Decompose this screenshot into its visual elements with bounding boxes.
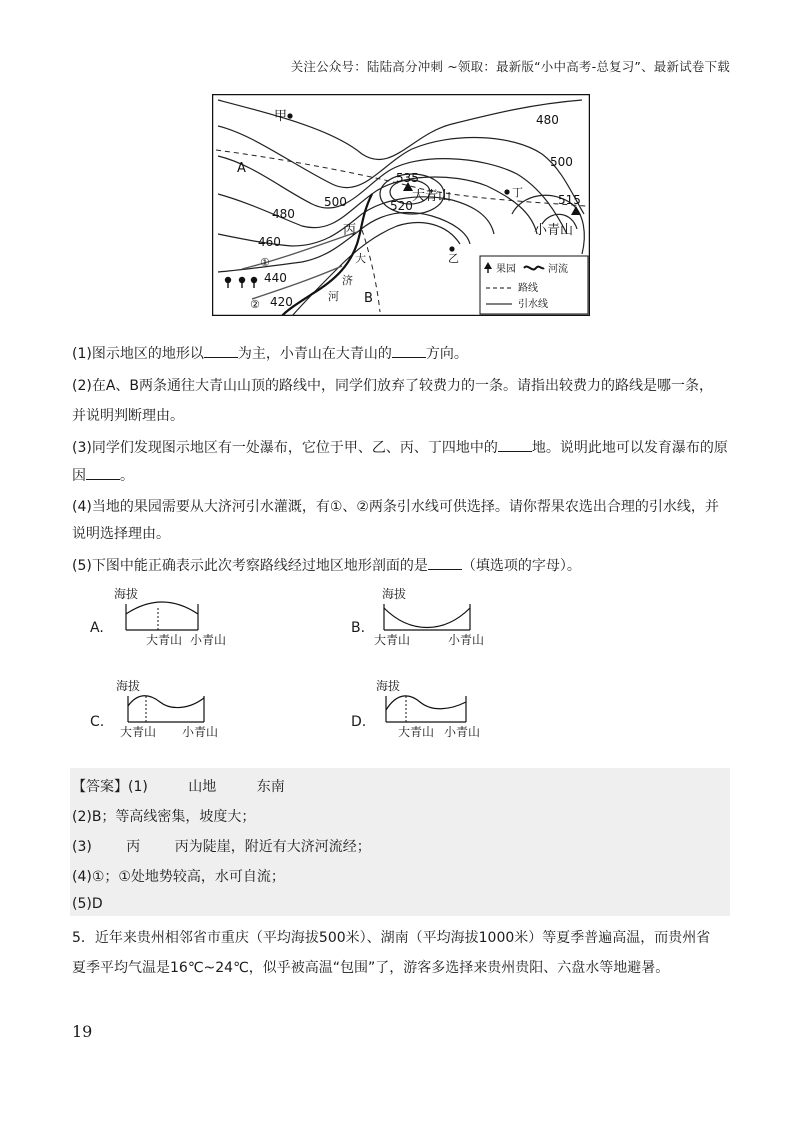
question-3-line-2	[72, 465, 732, 486]
q3-text-a: (3)同学们发现图示地区有一处瀑布，它位于甲、乙、丙、丁四地中的	[72, 440, 498, 456]
answer-2: (2)B；等高线密集，坡度大；	[72, 809, 256, 825]
q1-text-c: 方向。	[425, 346, 468, 362]
label-river-1: 大	[355, 252, 366, 265]
answer-1-number: (1)	[128, 779, 148, 795]
q5-text-a: (5)下图中能正确表示此次考察路线经过地区地形剖面的是	[72, 558, 428, 574]
q1-text-b: 为主，小青山在大青山的	[237, 346, 392, 362]
label-jia: 甲	[274, 109, 288, 124]
question-4-line-2: 说明选择理由。	[72, 526, 170, 542]
legend-orchard-label: 果园	[496, 264, 516, 275]
label-channel-1: ①	[260, 256, 270, 269]
option-C-label-2: 小青山	[182, 725, 219, 739]
label-B: B	[364, 291, 373, 306]
label-channel-2: ②	[250, 298, 260, 311]
answer-3-value-2: 丙为陡崖，附近有大济河流经；	[174, 839, 371, 855]
q3-text-c: 因	[72, 468, 86, 484]
orchard-icon	[225, 277, 257, 288]
option-B-ylabel: 海拔	[382, 587, 407, 601]
contour-label-520: 520	[390, 199, 413, 213]
option-A-label-2: 小青山	[190, 633, 227, 647]
option-A-letter: A.	[90, 620, 104, 636]
contour-ring-5	[218, 213, 470, 272]
legend-route-label: 路线	[518, 283, 538, 294]
option-D-profile	[370, 676, 500, 746]
label-daqingshan: 大青山	[412, 189, 452, 204]
label-bing: 丙	[343, 223, 357, 238]
option-C-label-1: 大青山	[120, 725, 157, 739]
label-yi: 乙	[448, 252, 459, 265]
q3-blank-1	[498, 437, 532, 452]
q1-text-a: (1)图示地区的地形以	[72, 346, 204, 362]
label-A: A	[237, 161, 246, 176]
q5-blank	[428, 555, 462, 570]
question-5-line-2: 夏季平均气温是16℃~24℃，似乎被高温“包围”了，游客多选择来贵州贵阳、六盘水等地避暑。	[72, 960, 670, 976]
legend-channel-label: 引水线	[518, 299, 548, 310]
contour-label-515: 515	[558, 193, 581, 207]
label-river-2: 济	[342, 274, 353, 287]
option-B-profile	[370, 584, 500, 654]
contour-ring-6	[292, 223, 460, 316]
option-C-ylabel: 海拔	[116, 679, 141, 693]
question-4-line-1: (4)当地的果园需要从大济河引水灌溉，有①、②两条引水线可供选择。请你帮果农选出合理的引水线，并	[72, 499, 719, 515]
option-A-curve	[126, 602, 198, 614]
answer-4: (4)①；①处地势较高，水可自流；	[72, 869, 285, 885]
question-2-line-2: 并说明判断理由。	[72, 408, 184, 424]
question-5-line-1: 5．近年来贵州相邻省市重庆（平均海拔500米）、湖南（平均海拔1000米）等夏季普遍高温，而贵州省	[72, 930, 711, 946]
answer-3-value-1: 丙	[126, 839, 141, 855]
q3-blank-2	[86, 465, 120, 480]
answer-3-number: (3)	[72, 839, 92, 855]
page-number: 19	[72, 1022, 93, 1041]
label-xiaoqingshan: 小青山	[534, 223, 574, 238]
q1-blank-1	[204, 343, 238, 358]
option-C-profile	[110, 676, 240, 746]
answer-tag: 【答案】	[72, 779, 128, 795]
option-D-ylabel: 海拔	[376, 679, 401, 693]
contour-label-535: 535	[396, 171, 419, 185]
point-ding	[504, 189, 509, 194]
option-D-label-2: 小青山	[444, 725, 481, 739]
contour-label-440: 440	[264, 271, 287, 285]
question-5	[72, 555, 732, 576]
option-A-profile	[110, 584, 240, 654]
q1-blank-2	[392, 343, 426, 358]
answer-1-value-2: 东南	[256, 779, 285, 795]
answer-1	[72, 776, 285, 796]
option-B-label-2: 小青山	[448, 633, 485, 647]
answer-5: (5)D	[72, 896, 103, 912]
option-D-letter: D.	[351, 714, 367, 730]
point-jia	[287, 113, 292, 118]
contour-label-480-left: 480	[272, 207, 295, 221]
contour-label-500-left: 500	[324, 195, 347, 209]
option-A-ylabel: 海拔	[114, 587, 139, 601]
contour-map	[212, 94, 590, 316]
point-yi	[449, 246, 454, 251]
option-C-letter: C.	[90, 714, 105, 730]
contour-label-480-top: 480	[536, 113, 559, 127]
option-D-label-1: 大青山	[398, 725, 435, 739]
option-B-curve	[384, 608, 470, 628]
q5-text-b: （填选项的字母）。	[461, 558, 581, 574]
contour-label-420: 420	[270, 295, 293, 309]
answer-1-value-1: 山地	[188, 779, 217, 795]
question-2-line-1: (2)在A、B两条通往大青山山顶的路线中，同学们放弃了较费力的一条。请指出较费力的路线是哪一条，	[72, 378, 714, 394]
contour-label-460: 460	[258, 235, 281, 249]
answer-3	[72, 836, 371, 856]
question-1	[72, 343, 732, 364]
option-C-curve	[128, 696, 204, 708]
q3-text-b: 地。说明此地可以发育瀑布的原	[531, 440, 728, 456]
map-legend	[480, 256, 588, 314]
label-ding: 丁	[512, 186, 523, 199]
page-header: 关注公众号：陆陆高分冲刺 ~领取：最新版“小中高考-总复习”、最新试卷下载	[290, 59, 730, 74]
question-3-line-1	[72, 437, 732, 458]
option-B-label-1: 大青山	[374, 633, 411, 647]
q3-text-d: 。	[120, 468, 134, 484]
contour-label-500-right: 500	[550, 155, 573, 169]
label-river-3: 河	[328, 290, 339, 303]
option-B-letter: B.	[351, 620, 366, 636]
option-D-curve	[386, 696, 466, 710]
legend-river-label: 河流	[548, 264, 568, 275]
option-A-label-1: 大青山	[146, 633, 183, 647]
